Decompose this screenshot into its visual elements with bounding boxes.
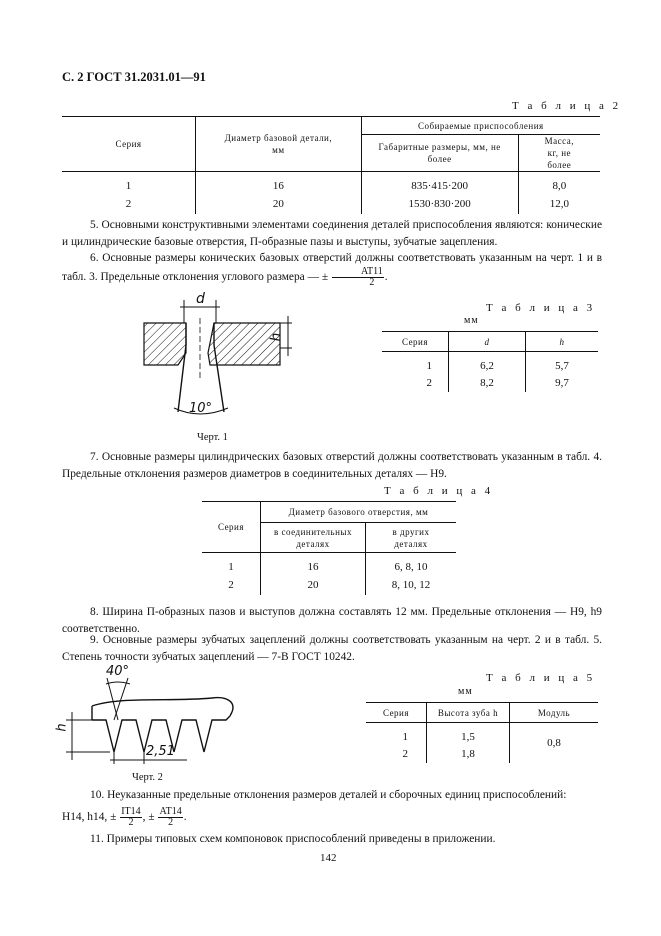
- formula-separator: , ±: [142, 811, 155, 824]
- figure-2-label-angle: 40°: [106, 664, 130, 679]
- table5-header-module: Модуль: [510, 703, 599, 723]
- table-row: [202, 553, 456, 575]
- paragraph-6: [62, 250, 602, 288]
- paragraph-8: 8. Ширина П-образных пазов и выступов должна составлять 12 мм. Предельные отклонения — H9, h9 соответственно.: [62, 606, 602, 635]
- fraction-numerator: IT14: [121, 806, 141, 817]
- figure-2-label-h: h: [54, 723, 70, 732]
- table5-unit: мм: [458, 686, 473, 697]
- table-row: [62, 194, 600, 214]
- table5-cell-module: 0,8: [547, 736, 561, 749]
- table3-header-h: h: [526, 332, 599, 352]
- page-header: С. 2 ГОСТ 31.2031.01—91: [62, 70, 206, 84]
- table4-cell: 6, 8, 10: [394, 560, 428, 573]
- table-5: [366, 702, 598, 763]
- formula-end: .: [183, 811, 187, 824]
- figure-2-label-pitch: 2,51: [146, 744, 175, 759]
- figure-1-caption: Черт. 1: [197, 432, 228, 443]
- table2-cell: 12,0: [549, 197, 569, 210]
- fraction-denominator: 2: [128, 817, 134, 828]
- fraction-at14: [158, 807, 182, 828]
- formula-text: H14, h14, ±: [62, 811, 117, 824]
- table-4: [202, 501, 456, 595]
- table4-header-a: в соединительных деталях: [261, 523, 366, 553]
- table-row: [382, 374, 598, 392]
- table2-cell: 8,0: [552, 179, 567, 192]
- table4-header-b: в других деталях: [366, 523, 457, 553]
- table4-cell: 20: [261, 575, 366, 595]
- table3-cell: 8,2: [449, 374, 526, 392]
- table3-cell: 1: [382, 352, 449, 374]
- table-2: [62, 116, 600, 214]
- table3-cell: 2: [382, 374, 449, 392]
- table-row: [62, 172, 600, 194]
- table2-header-size: Габаритные размеры, мм, не более: [361, 135, 518, 172]
- table2-cell: 835·415·200: [361, 172, 518, 194]
- table3-unit: мм: [464, 315, 479, 326]
- table4-cell: 1: [202, 553, 261, 575]
- table3-caption: Т а б л и ц а 3: [486, 302, 596, 314]
- table4-header-group: Диаметр базового отверстия, мм: [261, 502, 457, 523]
- table4-caption: Т а б л и ц а 4: [384, 485, 494, 497]
- paragraph-10-formula: [62, 807, 602, 828]
- figure-1-label-angle: 10°: [189, 401, 213, 416]
- table2-header-diameter: Диаметр базовой детали, мм: [196, 117, 362, 172]
- table5-cell: 1: [366, 723, 427, 745]
- table4-cell: 2: [202, 575, 261, 595]
- page-number: 142: [320, 852, 337, 864]
- table3-cell: 9,7: [555, 376, 569, 389]
- paragraph-6-text: 6. Основные размеры конических базовых отверстий должны соответствовать указанным на черт. 1 и в табл. 3. Предельные отклонения углового размера — ±: [62, 252, 602, 283]
- table4-cell: 16: [261, 553, 366, 575]
- table4-cell: 8, 10, 12: [391, 578, 431, 591]
- table2-cell: 2: [62, 194, 196, 214]
- fraction-at11: [332, 267, 384, 288]
- paragraph-7: 7. Основные размеры цилиндрических базовых отверстий должны соответствовать указанным в табл. 4. Предельные отклонения размеров диаметров в соединительных деталях — H9.: [62, 451, 602, 480]
- fraction-numerator: AT14: [159, 806, 182, 817]
- fraction-numerator: AT11: [332, 267, 384, 278]
- paragraph-6-end: .: [384, 270, 388, 283]
- table5-cell: 1,5: [427, 723, 510, 745]
- paragraph-5: 5. Основными конструктивными элементами соединения деталей приспособления являются: конические и цилиндрические базовые отверстия, П-образные пазы и выступы, зубчатые зацепления.: [62, 219, 602, 248]
- table2-cell: 16: [196, 172, 362, 194]
- table3-header-d: d: [449, 332, 526, 352]
- table-row: [202, 575, 456, 595]
- table5-caption: Т а б л и ц а 5: [486, 672, 596, 684]
- figure-1-label-h: h: [268, 332, 285, 342]
- table2-caption: Т а б л и ц а 2: [512, 100, 622, 112]
- table-row: [366, 723, 598, 745]
- table4-header-series: Серия: [202, 502, 261, 553]
- table2-cell: 20: [196, 194, 362, 214]
- table-3: [382, 331, 598, 392]
- table2-cell: 1: [62, 172, 196, 194]
- figure-1-drawing: [138, 290, 298, 420]
- table5-cell: 1,8: [427, 745, 510, 763]
- table3-cell: 5,7: [555, 359, 569, 372]
- fraction-it14: [120, 807, 141, 828]
- fraction-denominator: 2: [168, 817, 174, 828]
- table3-cell: 6,2: [449, 352, 526, 374]
- table2-cell: 1530·830·200: [361, 194, 518, 214]
- paragraph-10: 10. Неуказанные предельные отклонения размеров деталей и сборочных единиц приспособлений:: [90, 789, 567, 801]
- table2-header-mass: Масса, кг, не более: [518, 135, 600, 172]
- table5-cell: 2: [366, 745, 427, 763]
- table5-header-series: Серия: [366, 703, 427, 723]
- paragraph-11: 11. Примеры типовых схем компоновок приспособлений приведены в приложении.: [90, 833, 496, 845]
- paragraph-9: 9. Основные размеры зубчатых зацеплений должны соответствовать указанным на черт. 2 и в табл. 5. Степень точности зубчатых зацеплений — 7-В ГОСТ 10242.: [62, 634, 602, 663]
- table2-header-series: Серия: [62, 117, 196, 172]
- fraction-denominator: 2: [369, 276, 375, 288]
- figure-2-caption: Черт. 2: [132, 772, 163, 783]
- table2-header-group: Собираемые приспособления: [361, 117, 600, 135]
- table-row: [382, 352, 598, 374]
- figure-1-label-d: d: [196, 291, 205, 307]
- table5-header-height: Высота зуба h: [427, 703, 510, 723]
- table3-header-series: Серия: [382, 332, 449, 352]
